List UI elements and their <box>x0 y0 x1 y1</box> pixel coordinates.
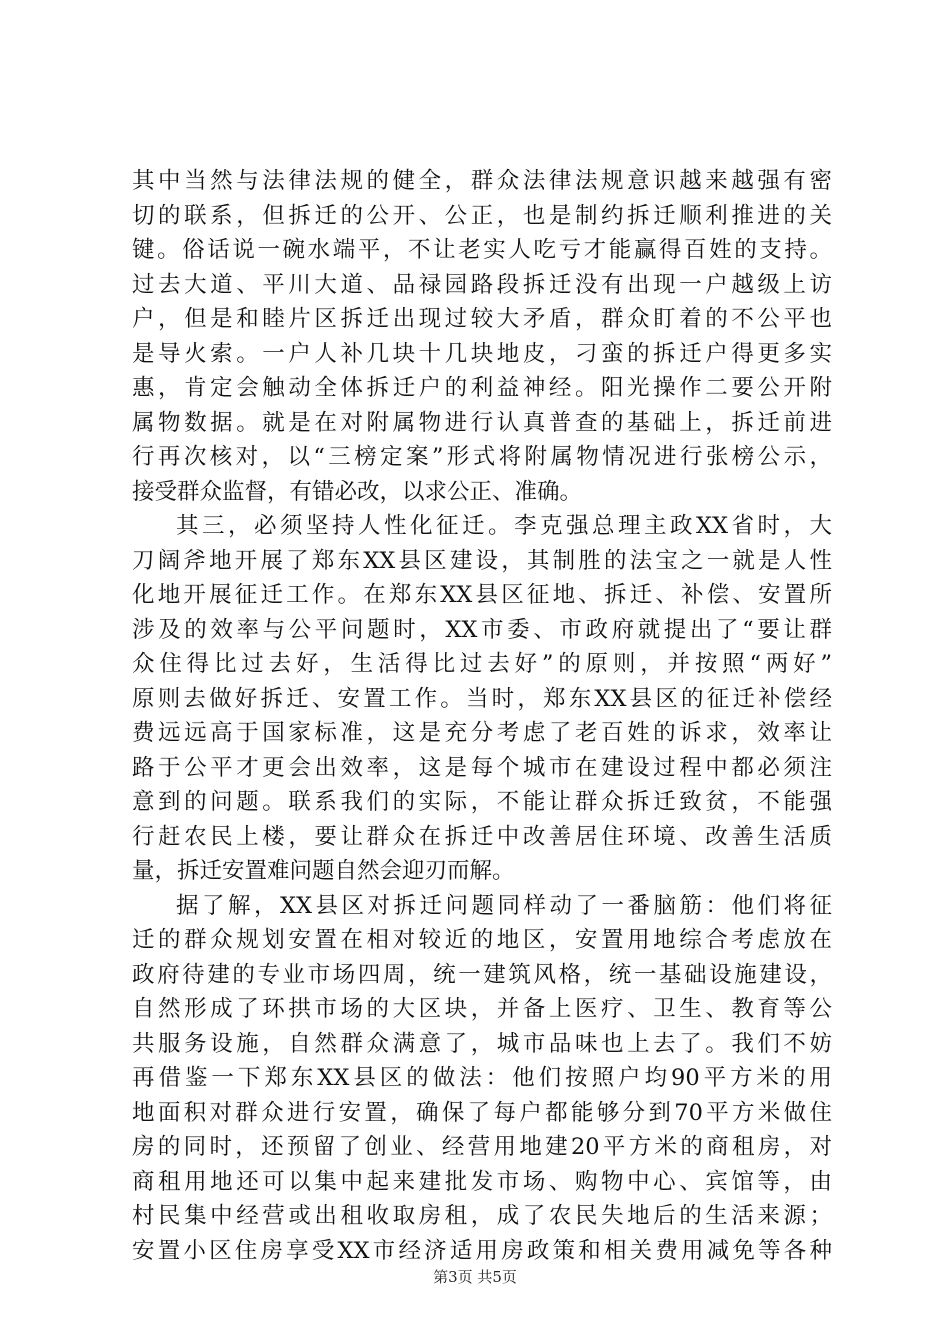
text-line: 据了解，XX县区对拆迁问题同样动了一番脑筋：他们将征 <box>176 892 832 919</box>
text-line: 切的联系，但拆迁的公开、公正，也是制约拆迁顺利推进的关 <box>132 202 832 229</box>
text-line: 众住得比过去好，生活得比过去好”的原则，并按照“两好” <box>132 651 832 677</box>
text-line: 刀阔斧地开展了郑东XX县区建设，其制胜的法宝之一就是人性 <box>132 547 832 574</box>
text-line: 过去大道、平川大道、品禄园路段拆迁没有出现一户越级上访 <box>132 271 832 298</box>
text-line: 政府待建的专业市场四周，统一建筑风格，统一基础设施建设， <box>132 961 832 988</box>
text-line: 行再次核对，以“三榜定案”形式将附属物情况进行张榜公示， <box>132 444 832 470</box>
page-number-footer: 第3页 共5页 <box>433 1268 517 1286</box>
text-line: 原则去做好拆迁、安置工作。当时，郑东XX县区的征迁补偿经 <box>132 685 832 712</box>
text-line: 键。俗话说一碗水端平，不让老实人吃亏才能赢得百姓的支持。 <box>132 237 832 263</box>
text-line: 其中当然与法律法规的健全，群众法律法规意识越来越强有密 <box>132 168 832 194</box>
text-line: 意到的问题。联系我们的实际，不能让群众拆迁致贫，不能强 <box>132 789 832 815</box>
text-line: 地面积对群众进行安置，确保了每户都能够分到70平方米做住 <box>132 1099 832 1126</box>
text-line: 迁的群众规划安置在相对较近的地区，安置用地综合考虑放在 <box>132 927 832 953</box>
text-line: 户，但是和睦片区拆迁出现过较大矛盾，群众盯着的不公平也 <box>132 306 832 332</box>
text-line: 自然形成了环拱市场的大区块，并备上医疗、卫生、教育等公 <box>132 996 832 1022</box>
text-line: 涉及的效率与公平问题时，XX市委、市政府就提出了“要让群 <box>132 616 832 643</box>
text-line: 路于公平才更会出效率，这是每个城市在建设过程中都必须注 <box>132 754 832 781</box>
text-line: 村民集中经营或出租收取房租，成了农民失地后的生活来源； <box>132 1203 832 1229</box>
text-line: 属物数据。就是在对附属物进行认真普查的基础上，拆迁前进 <box>132 409 832 436</box>
text-line: 行赶农民上楼，要让群众在拆迁中改善居住环境、改善生活质 <box>132 823 832 850</box>
text-line: 其三，必须坚持人性化征迁。李克强总理主政XX省时，大 <box>176 513 832 539</box>
text-line: 接受群众监督，有错必改，以求公正、准确。 <box>132 478 583 505</box>
text-line: 安置小区住房享受XX市经济适用房政策和相关费用减免等各种 <box>132 1237 832 1264</box>
text-line: 费远远高于国家标准，这是充分考虑了老百姓的诉求，效率让 <box>132 720 832 746</box>
text-line: 惠，肯定会触动全体拆迁户的利益神经。阳光操作二要公开附 <box>132 375 832 401</box>
text-line: 再借鉴一下郑东XX县区的做法：他们按照户均90平方米的用 <box>132 1065 832 1091</box>
document-body <box>132 164 832 1268</box>
text-line: 化地开展征迁工作。在郑东XX县区征地、拆迁、补偿、安置所 <box>132 582 832 608</box>
text-line: 量，拆迁安置难问题自然会迎刃而解。 <box>132 858 515 884</box>
text-line: 是导火索。一户人补几块十几块地皮，刁蛮的拆迁户得更多实 <box>132 340 832 367</box>
text-line: 房的同时，还预留了创业、经营用地建20平方米的商租房，对 <box>132 1134 832 1160</box>
text-line: 共服务设施，自然群众满意了，城市品味也上去了。我们不妨 <box>132 1030 832 1057</box>
text-line: 商租用地还可以集中起来建批发市场、购物中心、宾馆等，由 <box>132 1168 832 1195</box>
